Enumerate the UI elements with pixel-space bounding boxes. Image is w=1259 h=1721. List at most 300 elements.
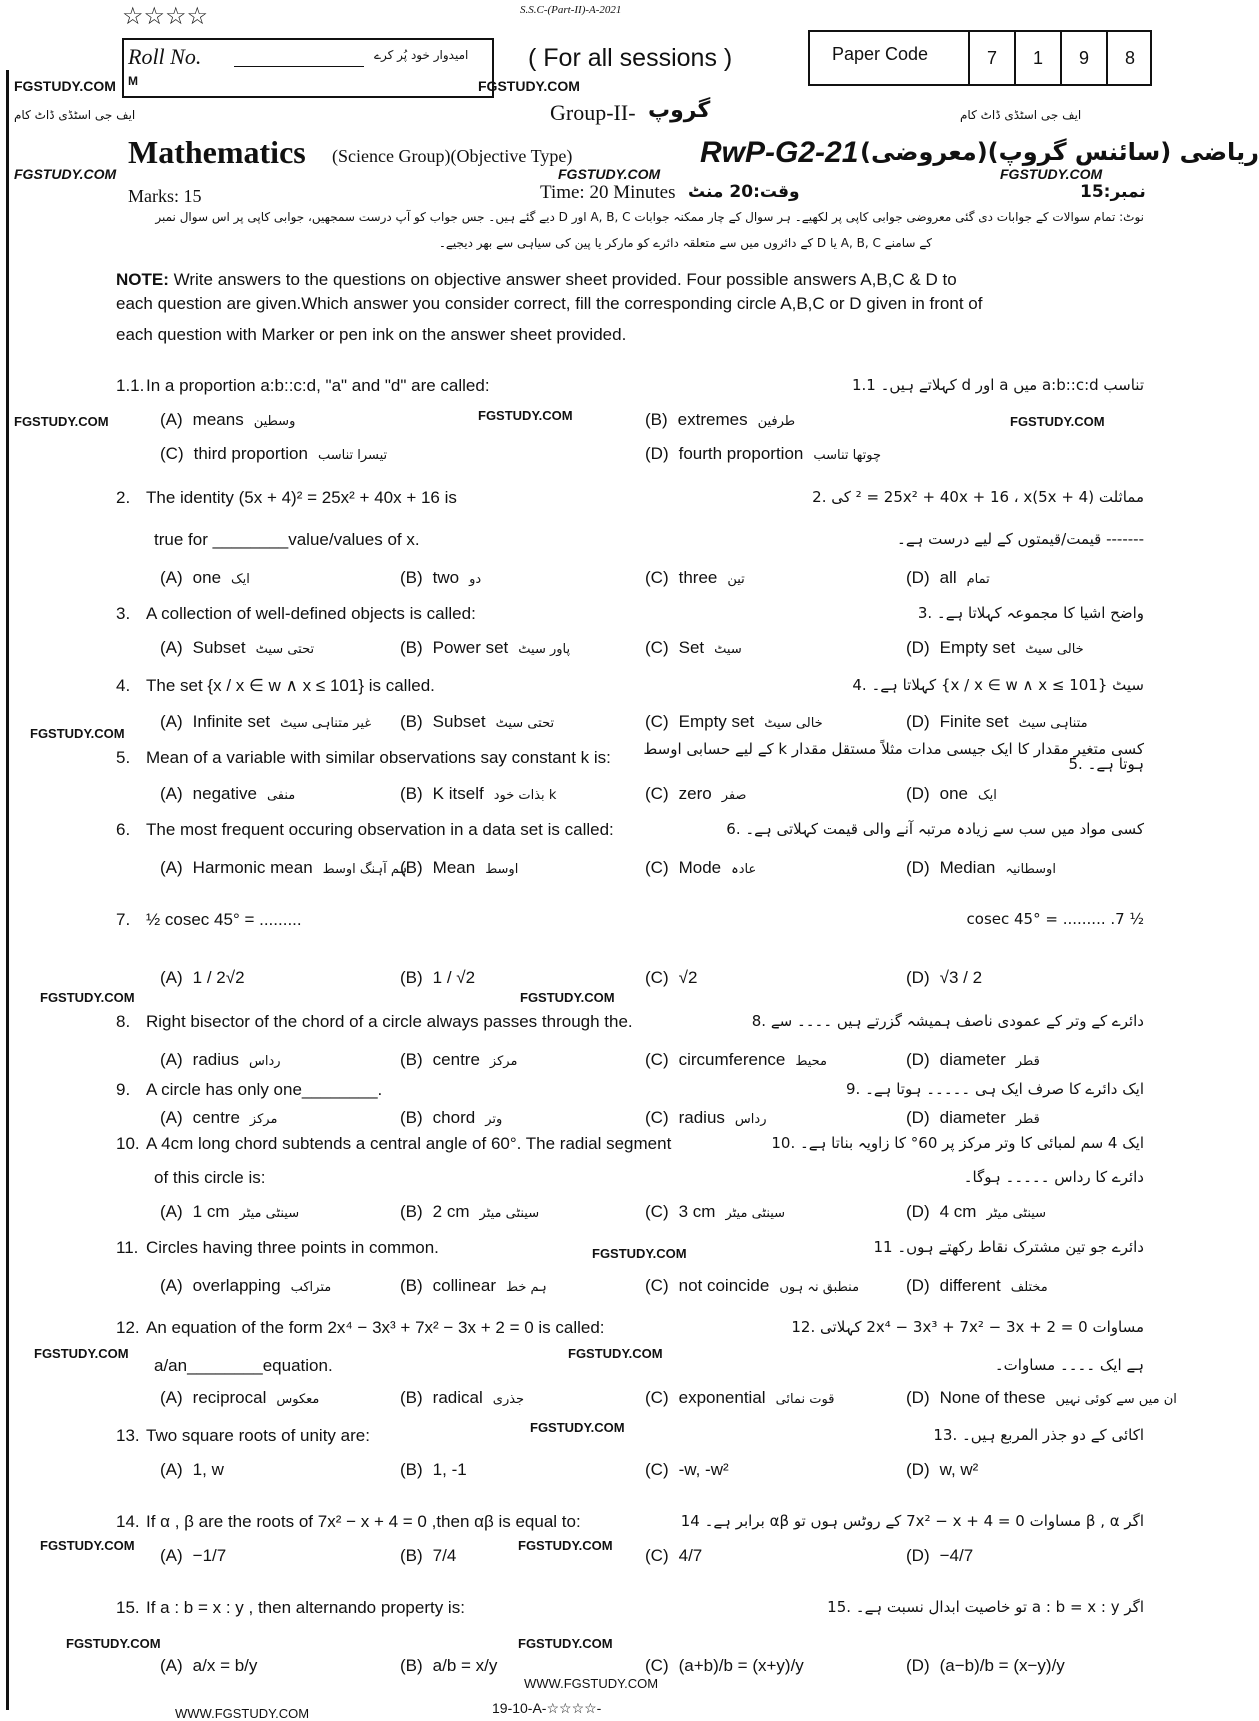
- option-urdu: سینٹی میٹر: [986, 1206, 1047, 1221]
- option-label: (A): [160, 1108, 183, 1127]
- option-label: (D): [906, 1108, 930, 1127]
- option-label: (C): [645, 1276, 669, 1295]
- option-label: (B): [645, 410, 668, 429]
- answer-option[interactable]: [645, 638, 742, 658]
- option-urdu: صفر: [721, 788, 747, 803]
- marks-urdu: نمبر:15: [1080, 182, 1146, 202]
- option-urdu: مرکز: [489, 1054, 518, 1069]
- option-text: 1 / 2√2: [192, 968, 245, 987]
- option-label: (B): [400, 1050, 423, 1069]
- option-urdu: متراکب: [290, 1280, 332, 1295]
- answer-option[interactable]: [906, 1202, 1046, 1222]
- option-text: third proportion: [193, 444, 308, 463]
- roll-label: Roll No.: [128, 44, 202, 69]
- option-label: (B): [400, 784, 423, 803]
- option-urdu: k بذات خود: [493, 788, 557, 803]
- answer-option[interactable]: [645, 444, 881, 464]
- option-text: Infinite set: [192, 712, 271, 731]
- option-label: (B): [400, 1202, 423, 1221]
- option-text: zero: [678, 784, 712, 803]
- question-text: a/an________equation.: [154, 1356, 333, 1375]
- option-label: (B): [400, 1546, 423, 1565]
- answer-option[interactable]: [160, 1202, 299, 1222]
- option-label: (D): [906, 1546, 930, 1565]
- question-text: Mean of a variable with similar observations say constant k is:: [146, 748, 611, 767]
- sessions-label: ( For all sessions ): [528, 44, 733, 72]
- option-label: (C): [645, 712, 669, 731]
- question-number: 6.: [116, 820, 131, 839]
- watermark: FGSTUDY.COM: [518, 1538, 613, 1553]
- option-label: (A): [160, 410, 183, 429]
- option-text: 3 cm: [678, 1202, 716, 1221]
- answer-option[interactable]: [160, 410, 295, 430]
- option-text: a/x = b/y: [192, 1656, 258, 1675]
- option-label: (D): [906, 1050, 930, 1069]
- marks-label: Marks: 15: [128, 186, 202, 206]
- question-number: 10.: [116, 1134, 140, 1153]
- option-label: (C): [645, 1656, 669, 1675]
- watermark-urdu: ایف جی اسٹڈی ڈاٹ کام: [960, 108, 1082, 122]
- question-text: An equation of the form 2x⁴ − 3x³ + 7x² − 3x + 2 = 0 is called:: [146, 1318, 605, 1337]
- option-label: (A): [160, 1460, 183, 1479]
- option-text: exponential: [678, 1388, 766, 1407]
- option-urdu: قوت نمائی: [775, 1392, 835, 1407]
- paper-code-box: [808, 30, 1152, 86]
- question-text: true for ________value/values of x.: [154, 530, 420, 549]
- answer-option[interactable]: [160, 968, 255, 988]
- answer-option[interactable]: [906, 784, 997, 804]
- watermark: FGSTUDY.COM: [530, 1420, 625, 1435]
- answer-option[interactable]: [400, 712, 554, 732]
- time-urdu: وقت:20 منٹ: [688, 182, 800, 202]
- answer-option[interactable]: [160, 1546, 236, 1566]
- option-urdu: جذری: [492, 1392, 525, 1407]
- option-urdu: تیسرا تناسب: [317, 448, 388, 463]
- paper-code-digit: 9: [1060, 32, 1106, 84]
- option-text: 1 cm: [192, 1202, 230, 1221]
- option-text: 7/4: [432, 1546, 457, 1565]
- option-urdu: محیط: [795, 1054, 827, 1069]
- watermark: FGSTUDY.COM: [478, 408, 573, 423]
- option-label: (A): [160, 712, 183, 731]
- question-text: The set {x / x ∈ w ∧ x ≤ 101} is called.: [146, 676, 435, 695]
- note-urdu-line-1: نوٹ: تمام سوالات کے جوابات دی گئی معروضی جوابی کاپی پر لکھیے۔ ہر سوال کے چار ممکنہ جوابات A, B, C اور D دیے گئے ہیں۔ جس جواب کو آپ درست سمجھیں، جوابی کاپی پر اس سوال نمبر: [155, 210, 1144, 224]
- option-label: (A): [160, 1546, 183, 1565]
- option-urdu: سیٹ: [714, 642, 742, 657]
- question-number: 9.: [116, 1080, 131, 1099]
- answer-option[interactable]: [645, 784, 746, 804]
- subject-title: Mathematics: [128, 134, 306, 170]
- option-text: −4/7: [939, 1546, 974, 1565]
- question-text-urdu: کسی مواد میں سب سے زیادہ مرتبہ آنے والی قیمت کہلاتی ہے۔ .6: [726, 820, 1144, 838]
- option-text: means: [192, 410, 244, 429]
- watermark: FGSTUDY.COM: [34, 1346, 129, 1361]
- answer-option[interactable]: [906, 1460, 988, 1480]
- option-urdu: رداس: [734, 1112, 767, 1127]
- watermark: FGSTUDY.COM: [520, 990, 615, 1005]
- answer-option[interactable]: [645, 712, 823, 732]
- answer-option[interactable]: [400, 858, 518, 878]
- option-text: a/b = x/y: [432, 1656, 498, 1675]
- question-number: 2.: [116, 488, 131, 507]
- question-number: 3.: [116, 604, 131, 623]
- option-urdu: طرفین: [757, 414, 796, 429]
- option-label: (A): [160, 1388, 183, 1407]
- watermark: FGSTUDY.COM: [14, 166, 117, 182]
- option-text: 1, w: [192, 1460, 224, 1479]
- note-text: Write answers to the questions on objective answer sheet provided. Four possible answers A,B,C & D to: [173, 270, 957, 289]
- answer-option[interactable]: [160, 712, 371, 732]
- option-text: Set: [678, 638, 705, 657]
- option-text: (a−b)/b = (x−y)/y: [939, 1656, 1065, 1675]
- answer-option[interactable]: [645, 1546, 712, 1566]
- question-text: A circle has only one________.: [146, 1080, 383, 1099]
- paper-code-label: Paper Code: [832, 44, 929, 64]
- answer-option[interactable]: [645, 1202, 785, 1222]
- answer-option[interactable]: [160, 1276, 331, 1296]
- option-urdu: قطر: [1015, 1112, 1040, 1127]
- option-urdu: ہم خط: [505, 1280, 547, 1295]
- watermark: FGSTUDY.COM: [1000, 166, 1103, 182]
- question-text-urdu: ایک 4 سم لمبائی کا وتر مرکز پر 60° کا زاویہ بناتا ہے۔ .10: [771, 1134, 1144, 1152]
- option-label: (C): [160, 444, 184, 463]
- question-text-urdu: ہے ایک ۔۔۔۔ مساوات۔: [994, 1356, 1144, 1374]
- footer-site-2: WWW.FGSTUDY.COM: [175, 1706, 310, 1721]
- option-text: centre: [432, 1050, 480, 1069]
- option-text: 4/7: [678, 1546, 703, 1565]
- footer-code: 19-10-A-☆☆☆☆-: [492, 1700, 602, 1716]
- option-text: Power set: [432, 638, 509, 657]
- option-label: (C): [645, 968, 669, 987]
- option-label: (A): [160, 968, 183, 987]
- option-label: (A): [160, 638, 183, 657]
- option-label: (B): [400, 1460, 423, 1479]
- question-text: of this circle is:: [154, 1168, 266, 1187]
- question-text-urdu: دائرے جو تین مشترک نقاط رکھتے ہوں۔ 11: [873, 1238, 1144, 1256]
- question-text-urdu: دائرے کا رداس ۔۔۔۔۔ ہوگا۔: [963, 1168, 1144, 1186]
- watermark: FGSTUDY.COM: [558, 166, 661, 182]
- option-label: (D): [906, 1388, 930, 1407]
- question-number: 15.: [116, 1598, 140, 1617]
- answer-option[interactable]: [906, 968, 992, 988]
- answer-option[interactable]: [400, 568, 481, 588]
- answer-option[interactable]: [906, 1108, 1040, 1128]
- answer-option[interactable]: [906, 858, 1056, 878]
- answer-option[interactable]: [645, 1276, 859, 1296]
- question-text-urdu: سیٹ {x / x ∈ w ∧ x ≤ 101} کہلاتا ہے۔ .4: [852, 676, 1144, 694]
- option-label: (D): [906, 858, 930, 877]
- question-number: 8.: [116, 1012, 131, 1031]
- option-urdu: ہم آہنگ اوسط: [322, 862, 408, 877]
- option-text: diameter: [939, 1050, 1006, 1069]
- question-text-urdu: اگر β , α مساوات 7x² − x + 4 = 0 کے روٹس ہوں تو αβ برابر ہے۔ 14: [680, 1512, 1144, 1530]
- option-label: (B): [400, 712, 423, 731]
- option-text: Median: [939, 858, 996, 877]
- option-text: centre: [192, 1108, 240, 1127]
- watermark: FGSTUDY.COM: [14, 78, 116, 94]
- stars: ☆☆☆☆: [122, 4, 209, 30]
- roll-number-box: [122, 38, 494, 98]
- question-text-urdu: مساوات 2x⁴ − 3x³ + 7x² − 3x + 2 = 0 کہلاتی .12: [791, 1318, 1144, 1336]
- answer-option[interactable]: [645, 410, 795, 430]
- option-text: radical: [432, 1388, 483, 1407]
- question-text-urdu: کسی متغیر مقدار کا ایک جیسی مدات مثلاً مستقل مقدار k کے لیے حسابی اوسط ہوتا ہے۔ .5: [643, 740, 1144, 773]
- option-text: all: [939, 568, 957, 587]
- answer-option[interactable]: [906, 1388, 1177, 1408]
- watermark: FGSTUDY.COM: [478, 78, 580, 94]
- option-text: diameter: [939, 1108, 1006, 1127]
- page-border: [6, 70, 9, 1710]
- question-text-urdu: مماثلت (5x + 4)² = 25x² + 40x + 16 ، x کی .2: [812, 488, 1144, 506]
- question-number: 5.: [116, 748, 131, 767]
- note-line-2: each question are given.Which answer you consider correct, fill the corresponding circle A,B,C or D given in front of: [116, 294, 983, 313]
- option-text: 4 cm: [939, 1202, 977, 1221]
- answer-option[interactable]: [160, 1388, 319, 1408]
- answer-option[interactable]: [400, 1202, 539, 1222]
- option-urdu: وسطین: [253, 414, 296, 429]
- question-text: ½ cosec 45° = .........: [146, 910, 302, 929]
- paper-code-digit: 1: [1014, 32, 1060, 84]
- question-text-urdu: ------- قیمت/قیمتوں کے لیے درست ہے۔: [897, 530, 1144, 548]
- option-text: chord: [432, 1108, 476, 1127]
- note-urdu-line-2: کے سامنے A, B, C یا D کے دائروں میں سے متعلقہ دائرے کو مارکر یا پین کی سیاہی سے بھر دیجیے۔: [438, 236, 932, 250]
- option-text: √2: [678, 968, 698, 987]
- answer-option[interactable]: [400, 1050, 517, 1070]
- option-text: Finite set: [939, 712, 1009, 731]
- option-label: (D): [906, 568, 930, 587]
- option-urdu: ان میں سے کوئی نہیں: [1055, 1392, 1177, 1407]
- option-text: fourth proportion: [678, 444, 804, 463]
- option-label: (C): [645, 1388, 669, 1407]
- option-urdu: تین: [727, 572, 745, 587]
- option-label: (D): [906, 638, 930, 657]
- answer-option[interactable]: [906, 1276, 1048, 1296]
- option-label: (B): [400, 968, 423, 987]
- option-label: (C): [645, 1460, 669, 1479]
- option-urdu: مرکز: [249, 1112, 278, 1127]
- question-number: 12.: [116, 1318, 140, 1337]
- option-label: (B): [400, 638, 423, 657]
- option-text: Subset: [432, 712, 486, 731]
- question-text-urdu: تناسب a:b::c:d میں a اور d کہلاتے ہیں۔ 1.1: [851, 376, 1144, 394]
- answer-option[interactable]: [400, 1656, 507, 1676]
- option-urdu: غیر متناہی سیٹ: [280, 716, 372, 731]
- option-urdu: تمام: [966, 572, 990, 587]
- question-number: 11.: [116, 1238, 139, 1257]
- note-line-1: [116, 270, 957, 290]
- option-text: overlapping: [192, 1276, 281, 1295]
- option-urdu: متناہی سیٹ: [1018, 716, 1088, 731]
- question-text: The identity (5x + 4)² = 25x² + 40x + 16 is: [146, 488, 457, 507]
- question-text: Right bisector of the chord of a circle always passes through the.: [146, 1012, 633, 1031]
- option-urdu: خالی سیٹ: [764, 716, 823, 731]
- question-number: 4.: [116, 676, 131, 695]
- option-urdu: دو: [469, 572, 482, 587]
- answer-option[interactable]: [400, 968, 485, 988]
- answer-option[interactable]: [645, 968, 707, 988]
- option-urdu: عادہ: [731, 862, 757, 877]
- option-text: Empty set: [678, 712, 755, 731]
- watermark: FGSTUDY.COM: [66, 1636, 161, 1651]
- option-text: circumference: [678, 1050, 786, 1069]
- answer-option[interactable]: [400, 1276, 547, 1296]
- answer-option[interactable]: [160, 568, 250, 588]
- option-text: one: [939, 784, 968, 803]
- answer-option[interactable]: [400, 1460, 477, 1480]
- option-text: K itself: [432, 784, 484, 803]
- option-text: Subset: [192, 638, 246, 657]
- option-urdu: سینٹی میٹر: [725, 1206, 786, 1221]
- answer-option[interactable]: [645, 1050, 827, 1070]
- note-line-3: each question with Marker or pen ink on the answer sheet provided.: [116, 325, 627, 344]
- option-text: 2 cm: [432, 1202, 470, 1221]
- note-label: NOTE:: [116, 270, 169, 289]
- watermark: FGSTUDY.COM: [14, 414, 109, 429]
- option-text: -w, -w²: [678, 1460, 729, 1479]
- watermark: FGSTUDY.COM: [568, 1346, 663, 1361]
- answer-option[interactable]: [906, 568, 990, 588]
- answer-option[interactable]: [400, 1388, 524, 1408]
- question-number: 7.: [116, 910, 131, 929]
- question-number: 1.1.: [116, 376, 145, 395]
- question-text-urdu: اکائی کے دو جذر المربع ہیں۔ .13: [933, 1426, 1144, 1444]
- answer-option[interactable]: [160, 784, 295, 804]
- option-label: (D): [906, 1276, 930, 1295]
- answer-option[interactable]: [400, 784, 556, 804]
- answer-option[interactable]: [160, 444, 387, 464]
- option-text: 1 / √2: [432, 968, 476, 987]
- time-label: Time: 20 Minutes: [540, 182, 676, 203]
- option-text: negative: [192, 784, 257, 803]
- answer-option[interactable]: [645, 1656, 814, 1676]
- question-text-urdu: ایک دائرے کا صرف ایک ہی ۔۔۔۔۔ ہوتا ہے۔ .9: [845, 1080, 1144, 1098]
- option-urdu: سینٹی میٹر: [239, 1206, 300, 1221]
- subject-subtitle: (Science Group)(Objective Type): [332, 146, 573, 166]
- option-text: √3 / 2: [939, 968, 983, 987]
- option-urdu: سینٹی میٹر: [479, 1206, 540, 1221]
- option-text: Empty set: [939, 638, 1016, 657]
- option-label: (C): [645, 1546, 669, 1565]
- answer-option[interactable]: [400, 1108, 502, 1128]
- answer-option[interactable]: [160, 1460, 234, 1480]
- option-text: reciprocal: [192, 1388, 267, 1407]
- option-urdu: خالی سیٹ: [1025, 642, 1084, 657]
- option-text: collinear: [432, 1276, 496, 1295]
- answer-option[interactable]: [160, 1050, 281, 1070]
- footer-site: WWW.FGSTUDY.COM: [524, 1676, 659, 1691]
- group-urdu: گروپ: [648, 98, 711, 123]
- option-label: (B): [400, 1388, 423, 1407]
- question-text-urdu: اگر a : b = x : y تو خاصیت ابدال نسبت ہے۔ .15: [827, 1598, 1144, 1616]
- answer-option[interactable]: [160, 858, 407, 878]
- answer-option[interactable]: [906, 1050, 1040, 1070]
- option-text: w, w²: [939, 1460, 979, 1479]
- answer-option[interactable]: [645, 858, 756, 878]
- option-urdu: تحتی سیٹ: [495, 716, 555, 731]
- option-text: radius: [678, 1108, 725, 1127]
- roll-number-field[interactable]: [234, 50, 364, 67]
- option-text: 1, -1: [432, 1460, 467, 1479]
- option-label: (A): [160, 1276, 183, 1295]
- answer-option[interactable]: [645, 1108, 766, 1128]
- option-label: (D): [906, 1202, 930, 1221]
- option-urdu: مختلف: [1010, 1280, 1048, 1295]
- option-urdu: اوسط: [485, 862, 519, 877]
- answer-option[interactable]: [645, 1460, 739, 1480]
- option-text: one: [192, 568, 222, 587]
- option-urdu: منفی: [266, 788, 296, 803]
- option-label: (A): [160, 568, 183, 587]
- answer-option[interactable]: [906, 1656, 1075, 1676]
- option-label: (A): [160, 1050, 183, 1069]
- answer-option[interactable]: [400, 638, 570, 658]
- question-text: Circles having three points in common.: [146, 1238, 439, 1257]
- option-label: (D): [906, 1656, 930, 1675]
- paper-code-digit: 8: [1106, 32, 1152, 84]
- question-text-urdu: دائرے کے وتر کے عمودی ناصف ہمیشہ گزرتے ہیں ۔۔۔۔ سے .8: [751, 1012, 1144, 1030]
- option-text: two: [432, 568, 460, 587]
- question-text: If a : b = x : y , then alternando property is:: [146, 1598, 465, 1617]
- answer-option[interactable]: [906, 1546, 983, 1566]
- option-label: (B): [400, 1656, 423, 1675]
- answer-option[interactable]: [160, 1108, 277, 1128]
- option-urdu: رداس: [248, 1054, 281, 1069]
- option-urdu: تحتی سیٹ: [255, 642, 315, 657]
- option-text: −1/7: [192, 1546, 227, 1565]
- roll-urdu: امیدوار خود پُر کرے: [374, 48, 469, 62]
- watermark: FGSTUDY.COM: [518, 1636, 613, 1651]
- option-label: (B): [400, 568, 423, 587]
- option-label: (D): [906, 968, 930, 987]
- answer-option[interactable]: [906, 638, 1084, 658]
- subject-title-urdu: ریاضی (سائنس گروپ)(معروضی): [860, 138, 1259, 166]
- question-number: 14.: [116, 1512, 140, 1531]
- answer-option[interactable]: [645, 568, 745, 588]
- watermark: FGSTUDY.COM: [30, 726, 125, 741]
- option-label: (A): [160, 858, 183, 877]
- option-label: (C): [645, 1108, 669, 1127]
- answer-option[interactable]: [160, 638, 314, 658]
- option-label: (C): [645, 784, 669, 803]
- answer-option[interactable]: [645, 1388, 834, 1408]
- option-label: (C): [645, 858, 669, 877]
- question-text: In a proportion a:b::c:d, "a" and "d" are called:: [146, 376, 490, 395]
- paper-code-digit: 7: [968, 32, 1014, 84]
- watermark: FGSTUDY.COM: [592, 1246, 687, 1261]
- option-text: not coincide: [678, 1276, 770, 1295]
- option-label: (D): [906, 712, 930, 731]
- option-urdu: ایک: [977, 788, 997, 803]
- option-urdu: چوتھا تناسب: [813, 448, 881, 463]
- option-text: (a+b)/b = (x+y)/y: [678, 1656, 804, 1675]
- question-text: Two square roots of unity are:: [146, 1426, 370, 1445]
- option-urdu: اوسطانیہ: [1005, 862, 1056, 877]
- option-urdu: ایک: [231, 572, 250, 587]
- answer-option[interactable]: [906, 712, 1088, 732]
- answer-option[interactable]: [400, 1546, 466, 1566]
- option-text: Mode: [678, 858, 722, 877]
- exam-code: S.S.C-(Part-II)-A-2021: [520, 4, 622, 16]
- watermark: FGSTUDY.COM: [40, 1538, 135, 1553]
- option-urdu: قطر: [1015, 1054, 1040, 1069]
- option-urdu: معکوس: [276, 1392, 320, 1407]
- option-label: (C): [645, 638, 669, 657]
- option-text: three: [678, 568, 718, 587]
- watermark: FGSTUDY.COM: [40, 990, 135, 1005]
- option-label: (C): [645, 1202, 669, 1221]
- answer-option[interactable]: [160, 1656, 267, 1676]
- option-urdu: منطبق نہ ہوں: [779, 1280, 860, 1295]
